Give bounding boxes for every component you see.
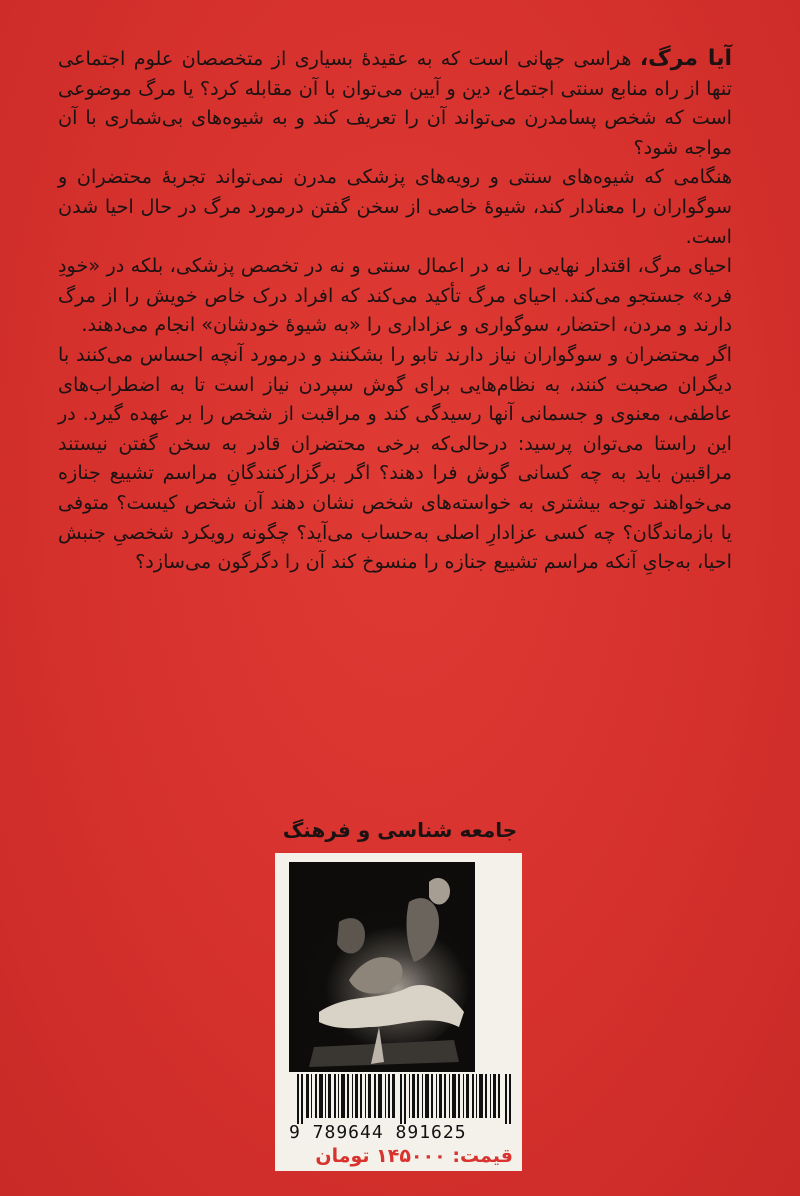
blurb-paragraph-3: احیای مرگ، اقتدار نهایی را نه در اعمال سنتی و نه در تخصص پزشکی، بلکه در «خودِ فرد» جستجو می‌کند. احیای مرگ تأکید می‌کند که افراد درک خاص خویش را از مرگ دارند و مردن، احتضار، سوگواری و عزاداری را «به شیوهٔ خودشان» انجام می‌دهند. xyxy=(58,254,732,337)
blurb-paragraph-1 xyxy=(58,44,732,162)
lead-phrase: آیا مرگ، xyxy=(639,46,732,71)
isbn-barcode xyxy=(297,1074,514,1124)
paragraph-text: هراسی جهانی است که به عقیدهٔ بسیاری از متخصصان علوم اجتماعی تنها از راه منابع سنتی اجتماع، دین و آیین می‌توان با آن مقابله کرد؟ یا مرگ موضوعی است که شخص پسامدرن می‌تواند آن را تعریف کند و به شیوه‌های بی‌شماری با آن مواجه شود؟ xyxy=(58,47,732,159)
isbn-number: 9 789644 891625 xyxy=(289,1122,467,1143)
price-label: قیمت: ۱۴۵۰۰۰ تومان xyxy=(315,1145,513,1167)
blurb-paragraph-2: هنگامی که شیوه‌های سنتی و رویه‌های پزشکی مدرن نمی‌تواند تجربهٔ محتضران و سوگواران را معنادار کند، شیوهٔ خاصی از سخن گفتن درمورد مرگ در حال احیا شدن است. xyxy=(58,165,732,248)
cover-painting xyxy=(289,862,475,1072)
painting-image xyxy=(289,862,475,1072)
blurb-paragraph-4: اگر محتضران و سوگواران نیاز دارند تابو را بشکنند و درمورد آنچه احساس می‌کنند با دیگران صحبت کنند، به نظام‌هایی برای گوش سپردن نیاز است تا به اضطراب‌های عاطفی، معنوی و جسمانی آنها رسیدگی کند و مراقبت از شخص را بر عهده گیرد. در این راستا می‌توان پرسید: درحالی‌که برخی محتضران قادر به سخن گفتن نیستند مراقبین باید به چه کسانی گوش فرا دهند؟ اگر برگزارکنندگانِ مراسم تشییع جنازه می‌خواهند توجه بیشتری به خواسته‌های شخص نشان دهند آن شخص کیست؟ متوفی یا بازماندگان؟ چه کسی عزادارِ اصلی به‌حساب می‌آید؟ چگونه رویکرد شخصیِ جنبش احیا، به‌جایِ آنکه مراسم تشییع جنازه را منسوخ کند آن را دگرگون می‌سازد؟ xyxy=(58,342,732,574)
blurb-text xyxy=(58,44,732,577)
series-title: جامعه شناسی و فرهنگ xyxy=(282,818,518,842)
